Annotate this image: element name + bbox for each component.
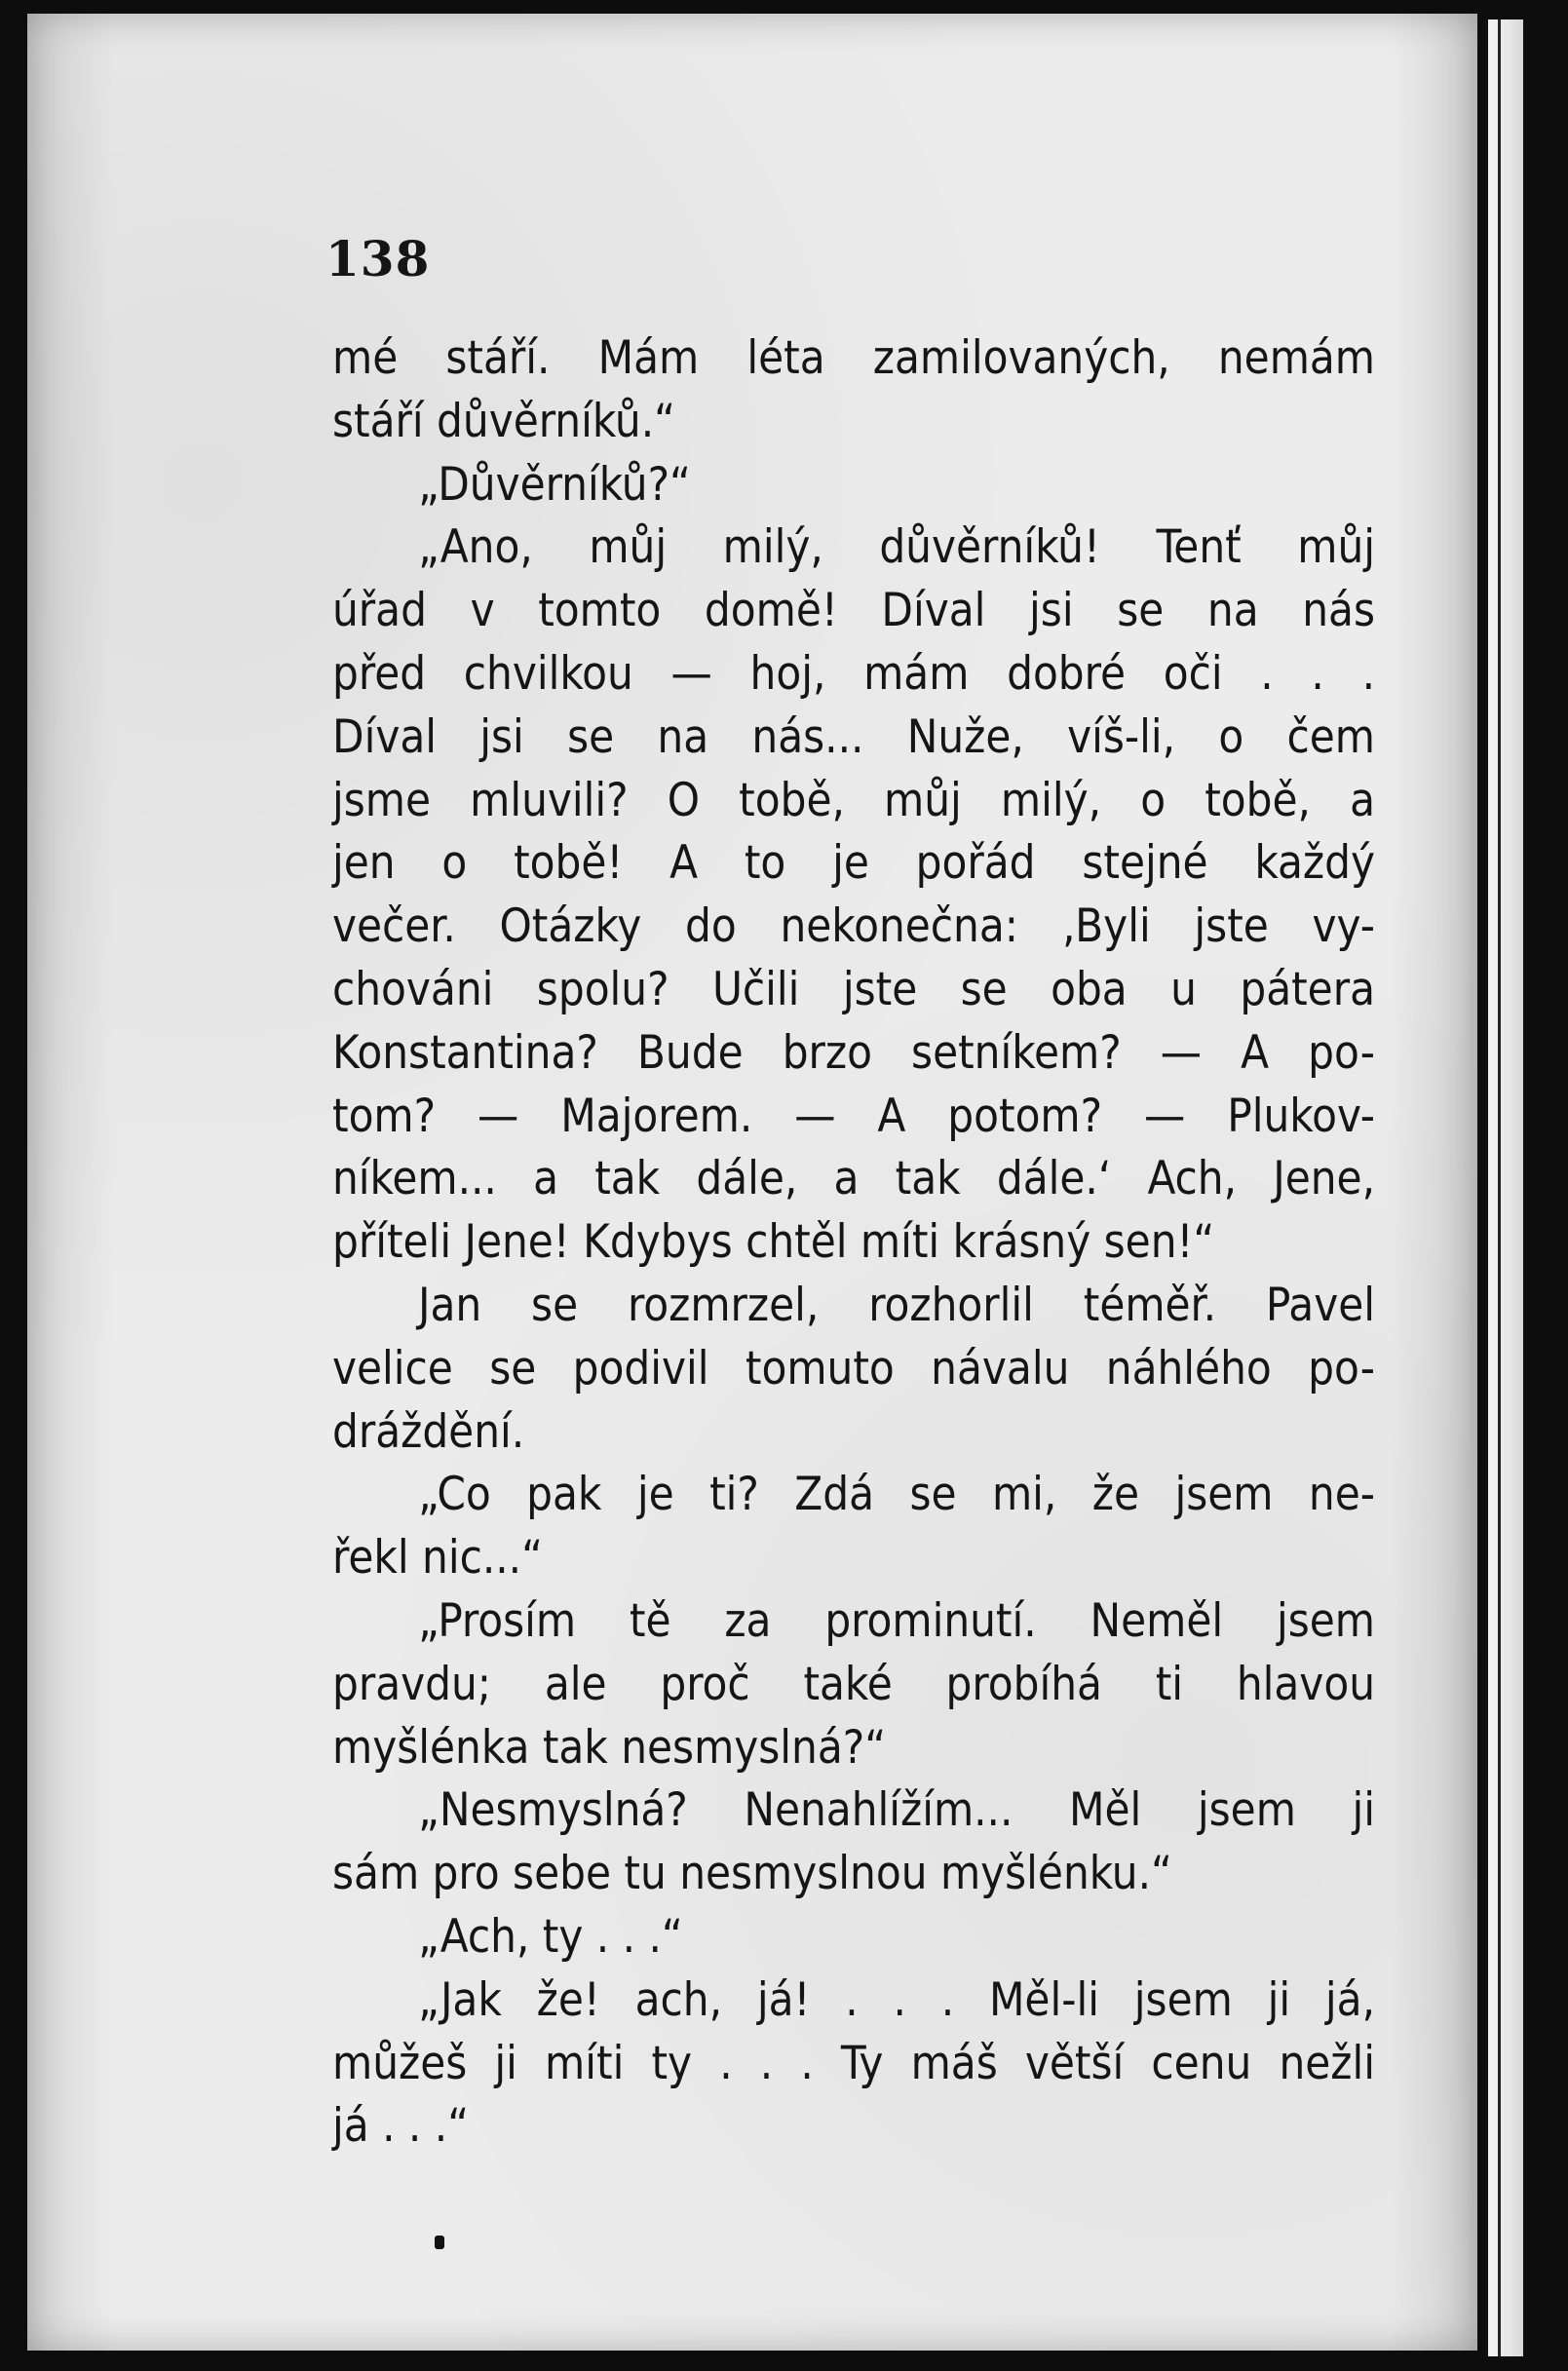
text-line: jsme mluvili? O tobě, můj milý, o tobě, a [332, 773, 1375, 827]
text-line: „Důvěrníků?“ [418, 457, 691, 512]
text-line: velice se podivil tomuto návalu náhlého po- [332, 1341, 1375, 1396]
text-line: „Co pak je ti? Zdá se mi, že jsem ne- [418, 1468, 1375, 1522]
text-line: „Ach, ty . . .“ [418, 1909, 683, 1964]
text-line: tom? — Majorem. — A potom? — Plukov- [332, 1089, 1375, 1143]
text-line: „Nesmyslná? Nenahlížím... Měl jsem ji [418, 1783, 1375, 1838]
text-line: dráždění. [332, 1404, 525, 1459]
text-line: můžeš ji míti ty . . . Ty máš větší cenu nežli [332, 2036, 1375, 2090]
text-line: řekl nic...“ [332, 1531, 543, 1586]
ink-speck [435, 2236, 444, 2249]
text-line: příteli Jene! Kdybys chtěl míti krásný sen!“ [332, 1215, 1215, 1270]
text-line: já . . .“ [332, 2099, 470, 2154]
page-text [332, 327, 1375, 2159]
text-line: sám pro sebe tu nesmyslnou myšlénku.“ [332, 1847, 1172, 1901]
text-line: „Jak že! ach, já! . . . Měl-li jsem ji já, [418, 1972, 1375, 2027]
text-line: stáří důvěrníků.“ [332, 394, 676, 448]
book-page [27, 14, 1477, 2351]
text-line: úřad v tomto domě! Díval jsi se na nás [332, 584, 1375, 638]
text-line: před chvilkou — hoj, mám dobré oči . . . [332, 646, 1375, 701]
text-line: níkem... a tak dále, a tak dále.‘ Ach, Jene, [332, 1152, 1375, 1206]
text-line: mé stáří. Mám léta zamilovaných, nemám [332, 331, 1375, 385]
text-line: chováni spolu? Učili jste se oba u pátera [332, 962, 1375, 1016]
text-line: pravdu; ale proč také probíhá ti hlavou [332, 1657, 1375, 1711]
text-line: „Prosím tě za prominutí. Neměl jsem [418, 1593, 1375, 1648]
page-edge [1485, 19, 1523, 2356]
text-line: myšlénka tak nesmyslná?“ [332, 1720, 887, 1775]
text-line: Díval jsi se na nás... Nuže, víš-li, o čem [332, 709, 1375, 764]
text-line: jen o tobě! A to je pořád stejné každý [332, 836, 1375, 891]
text-line: „Ano, můj milý, důvěrníků! Tenť můj [418, 520, 1375, 575]
text-line: Konstantina? Bude brzo setníkem? — A po- [332, 1025, 1375, 1080]
page-number: 138 [325, 230, 431, 287]
text-line: večer. Otázky do nekonečna: ‚Byli jste vy- [332, 899, 1375, 954]
text-line: Jan se rozmrzel, rozhorlil téměř. Pavel [418, 1278, 1375, 1332]
